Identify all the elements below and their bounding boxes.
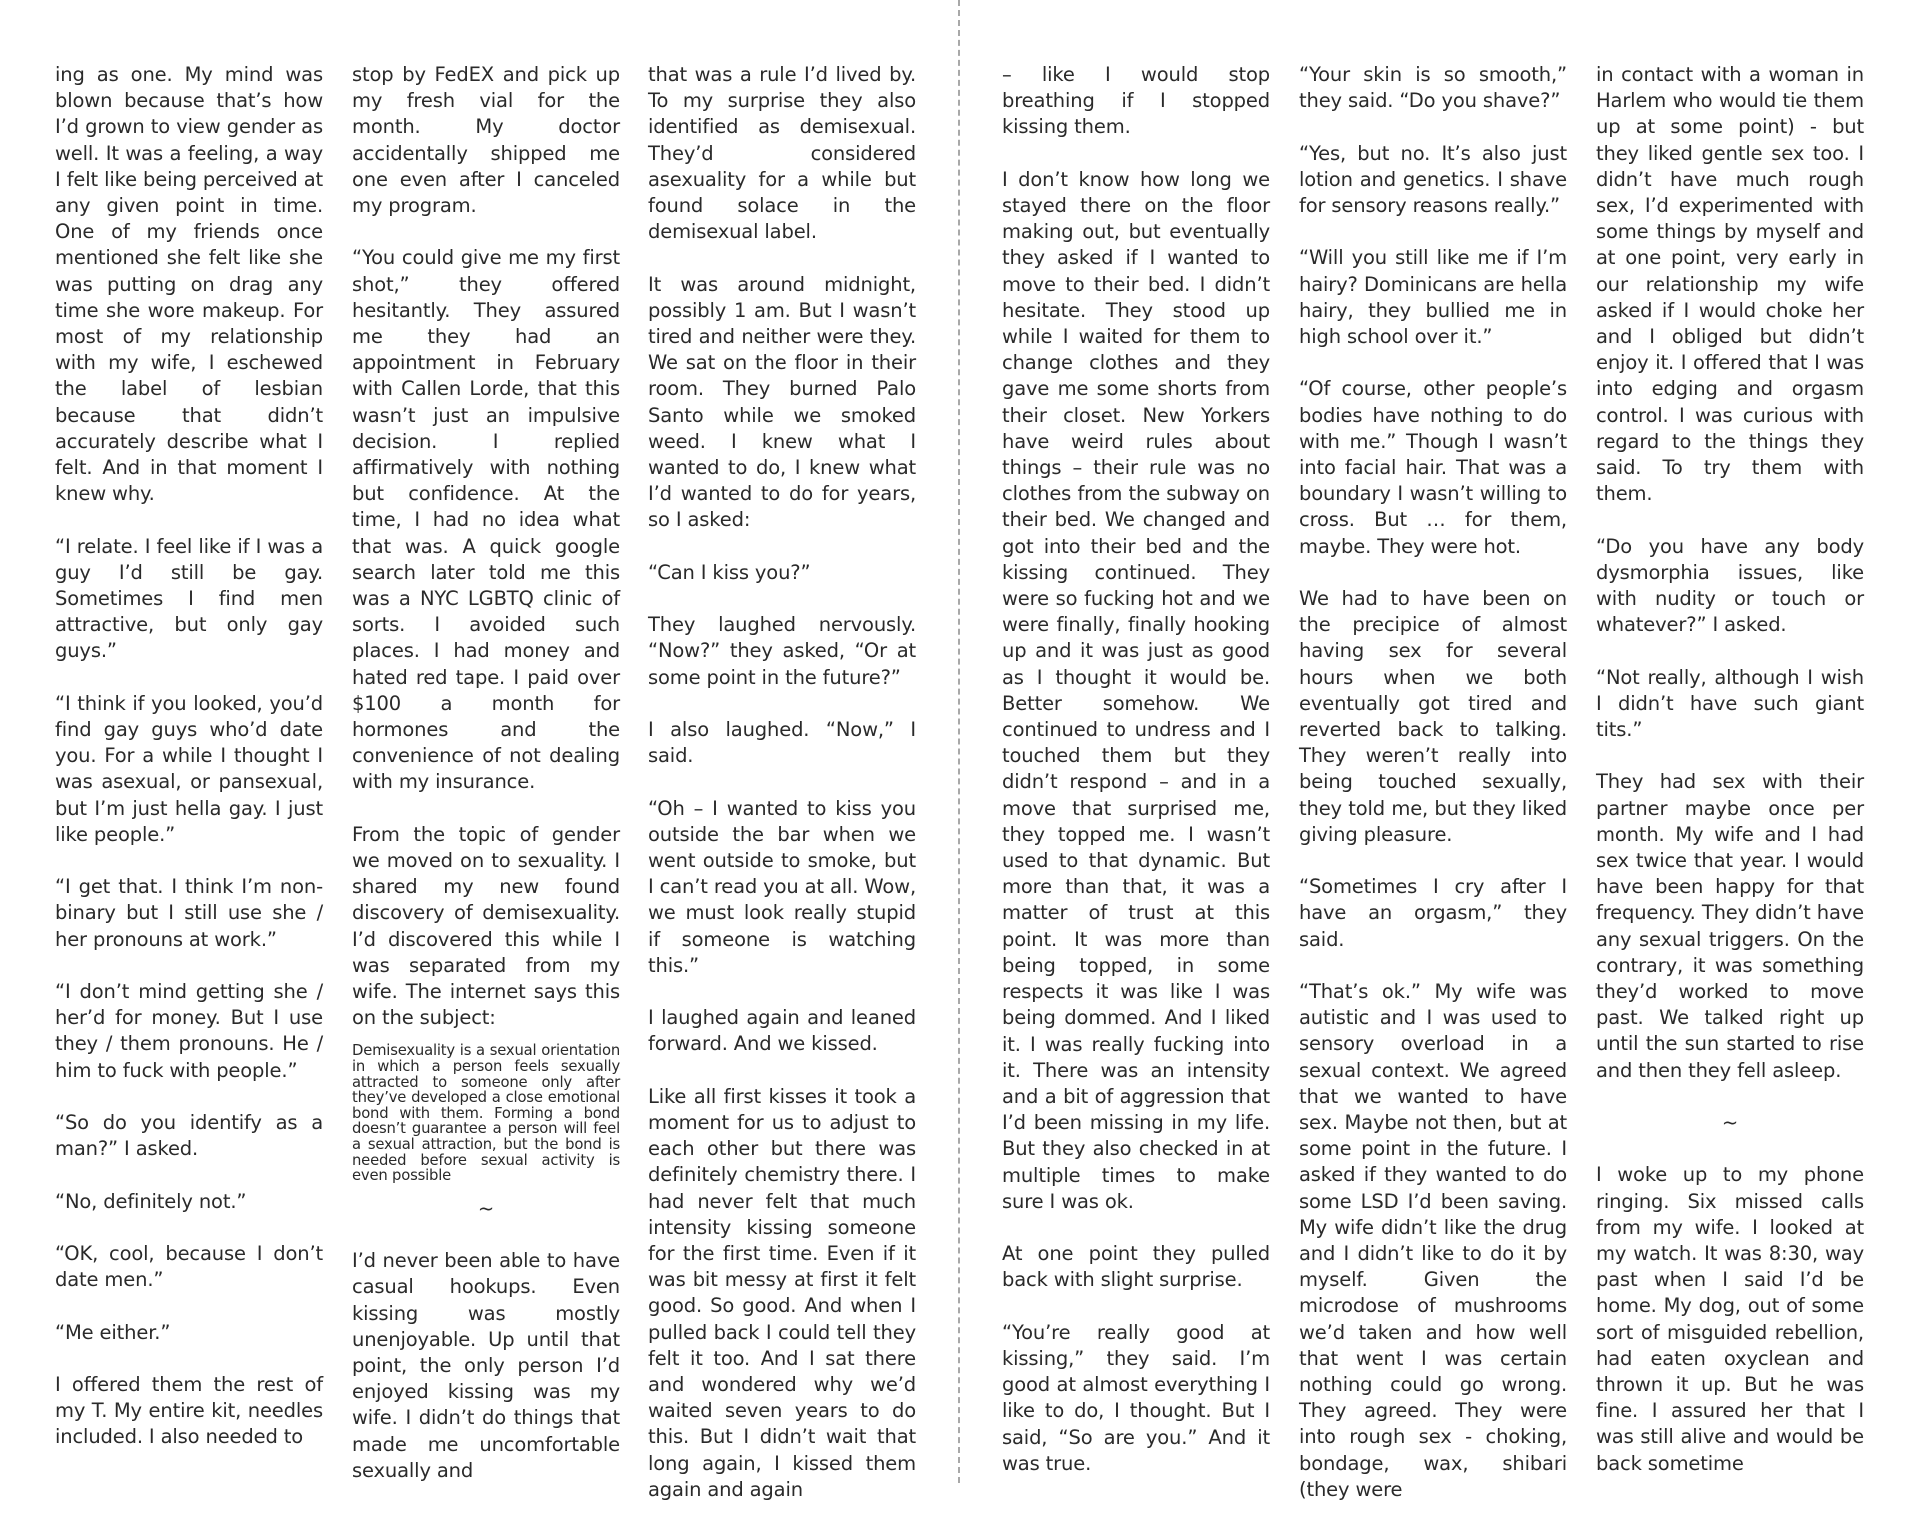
paragraph: “You could give me my first shot,” they offered hesitantly. They assured me they had an appointment in February with Callen Lorde, that this wasn’t just an impulsive decision. I replied affirmatively with nothing but confidence. At the time, I had no idea what that was. A quick google search later told me this was a NYC LGBTQ clinic of sorts. I avoided such places. I had money and hated red tape. I paid over $100 a month for hormones and the convenience of not dealing with my insurance. (352, 246, 620, 794)
paragraph: I don’t know how long we stayed there on the floor making out, but eventually they asked if I wanted to move to their bed. I didn’t hesitate. They stood up while I waited for them to change clothes and they gave me some shorts from their closet. New Yorkers have weird rules about things – their rule was no clothes from the subway on their bed. We changed and got into their bed and the kissing continued. They were so fucking hot and we were finally, finally hooking up and it was just as good as I thought it would be. Better somehow. We continued to undress and I touched them but they didn’t respond – and in a move that surprised me, they topped me. I wasn’t used to that dynamic. But more than that, it was a matter of trust at this point. It was more than being topped, in some respects it was like I was being dommed. And I liked it. I was really fucking into it. There was an intensity and a bit of aggression that I’d been missing in my life. But they also checked in at multiple times to make sure I was ok. (1002, 167, 1270, 1213)
paragraph: “I relate. I feel like if I was a guy I’d still be gay. Sometimes I find men attractive, but only gay guys.” (55, 534, 323, 663)
definition-quote: Demisexuality is a sexual orientation in which a person feels sexually attracted to someone only after they’ve developed a close emotional bond with them. Forming a bond doesn’t guarantee a person will feel a sexual attraction, but the bond is needed before sexual activity is even possible (352, 1042, 620, 1185)
section-break: ~ (1721, 1111, 1739, 1135)
paragraph: “Can I kiss you?” (648, 560, 811, 584)
text-column-5 (1299, 62, 1567, 1529)
paragraph: They had sex with their partner maybe once per month. My wife and I had sex twice that year. I would have been happy for that frequency. They didn’t have any sexual triggers. On the contrary, it was something they’d worked to move past. We talked right up until the sun started to rise and then they fell asleep. (1596, 770, 1864, 1082)
paragraph: “Your skin is so smooth,” they said. “Do you shave?” (1299, 63, 1567, 113)
paragraph: “Yes, but no. It’s also just lotion and genetics. I shave for sensory reasons really.” (1299, 141, 1567, 217)
paragraph: From the topic of gender we moved on to sexuality. I shared my new found discovery of demisexuality. I’d discovered this while I was separated from my wife. The internet says this on the subject: (352, 822, 620, 1030)
paragraph: “Do you have any body dysmorphia issues, like with nudity or touch or whatever?” I asked. (1596, 534, 1864, 637)
paragraph: “Me either.” (55, 1320, 171, 1344)
paragraph: I offered them the rest of my T. My entire kit, needles included. I also needed to (55, 1373, 323, 1449)
text-column-3 (648, 62, 916, 1529)
paragraph: I laughed again and leaned forward. And we kissed. (648, 1006, 916, 1056)
paragraph: “I get that. I think I’m non-binary but I still use she / her pronouns at work.” (55, 875, 323, 951)
paragraph: “That’s ok.” My wife was autistic and I was used to sensory overload in a sexual context. We agreed that we wanted to have sex. Maybe not then, but at some point in the future. I asked if they wanted to do some LSD I’d been saving. My wife didn’t like the drug and I didn’t like to do it by myself. Given the microdose of mushrooms we’d taken and how well that went I was certain nothing could go wrong. They agreed. They were into rough sex - choking, bondage, wax, shibari (they were (1299, 980, 1567, 1501)
paragraph: – like I would stop breathing if I stopped kissing them. (1002, 63, 1270, 139)
paragraph: “Sometimes I cry after I have an orgasm,” they said. (1299, 875, 1567, 951)
text-column-1 (55, 62, 323, 1477)
paragraph: “Will you still like me if I’m hairy? Dominicans are hella hairy, they bullied me in high school over it.” (1299, 246, 1567, 348)
paragraph: At one point they pulled back with slight surprise. (1002, 1242, 1270, 1292)
page-fold-divider (958, 0, 960, 1483)
paragraph: I woke up to my phone ringing. Six missed calls from my wife. I looked at my watch. It was 8:30, way past when I said I’d be home. My dog, out of some sort of misguided rebellion, had eaten oxyclean and thrown it up. But he was fine. I assured her that I was still alive and would be back sometime (1596, 1163, 1864, 1475)
paragraph: “You’re really good at kissing,” they said. I’m good at almost everything I like to do, I thought. But I said, “So are you.” And it was true. (1002, 1320, 1270, 1475)
text-column-4 (1002, 62, 1270, 1503)
paragraph: that was a rule I’d lived by. To my surprise they also identified as demisexual. They’d considered asexuality for a while but found solace in the demisexual label. (648, 63, 916, 244)
paragraph: They laughed nervously. “Now?” they asked, “Or at some point in the future?” (648, 613, 916, 689)
paragraph: in contact with a woman in Harlem who would tie them up at some point) - but they liked gentle sex too. I didn’t have much rough sex, I’d experimented with some things by myself and at one point, very early in our relationship my wife asked if I would choke her and I obliged but didn’t enjoy it. I offered that I was into edging and orgasm control. I was curious with regard to the things they said. To try them with them. (1596, 63, 1864, 506)
paragraph: “Oh – I wanted to kiss you outside the bar when we went outside to smoke, but I can’t read you at all. Wow, we must look really stupid if someone is watching this.” (648, 796, 917, 977)
paragraph: “Of course, other people’s bodies have nothing to do with me.” Though I wasn’t into facial hair. That was a boundary I wasn’t willing to cross. But … for them, maybe. They were hot. (1299, 377, 1567, 558)
paragraph: “OK, cool, because I don’t date men.” (55, 1242, 323, 1292)
paragraph: “I think if you looked, you’d find gay guys who’d date you. For a while I thought I was asexual, or pansexual, but I’m just hella gay. I just like people.” (55, 691, 323, 846)
paragraph: “Not really, although I wish I didn’t have such giant tits.” (1596, 665, 1864, 742)
paragraph: ing as one. My mind was blown because that’s how I’d grown to view gender as well. It was a feeling, a way I felt like being perceived at any given point in time. One of my friends once mentioned she felt like she was putting on drag any time she wore makeup. For most of my relationship with my wife, I eschewed the label of lesbian because that didn’t accurately describe what I felt. And in that moment I knew why. (55, 63, 323, 506)
paragraph: Like all first kisses it took a moment for us to adjust to each other but there was definitely chemistry there. I had never felt that much intensity kissing someone for the first time. Even if it was bit messy at first it felt good. So good. And when I pulled back I could tell they felt it too. And I sat there and wondered why we’d waited seven years to do this. But I didn’t wait that long again, I kissed them again and again (648, 1084, 916, 1501)
paragraph: I’d never been able to have casual hookups. Even kissing was mostly unenjoyable. Up until that point, the only person I’d enjoyed kissing was my wife. I didn’t do things that made me uncomfortable sexually and (352, 1249, 620, 1482)
paragraph: I also laughed. “Now,” I said. (648, 718, 916, 768)
text-column-6 (1596, 62, 1864, 1503)
section-break: ~ (477, 1196, 495, 1220)
paragraph: “No, definitely not.” (55, 1189, 247, 1213)
paragraph: It was around midnight, possibly 1 am. But I wasn’t tired and neither were they. We sat on the floor in their room. They burned Palo Santo while we smoked weed. I knew what I wanted to do, I knew what I’d wanted to do for years, so I asked: (648, 272, 916, 532)
paragraph: “I don’t mind getting she / her’d for money. But I use they / them pronouns. He / him to fuck with people.” (55, 980, 323, 1082)
paragraph: stop by FedEX and pick up my fresh vial for the month. My doctor accidentally shipped me one even after I canceled my program. (352, 63, 620, 218)
paragraph: We had to have been on the precipice of almost having sex for several hours when we both eventually got tired and reverted back to talking. They weren’t really into being touched sexually, they told me, but they liked giving pleasure. (1299, 587, 1567, 846)
text-column-2 (352, 62, 620, 1510)
paragraph: “So do you identify as a man?” I asked. (55, 1111, 323, 1161)
